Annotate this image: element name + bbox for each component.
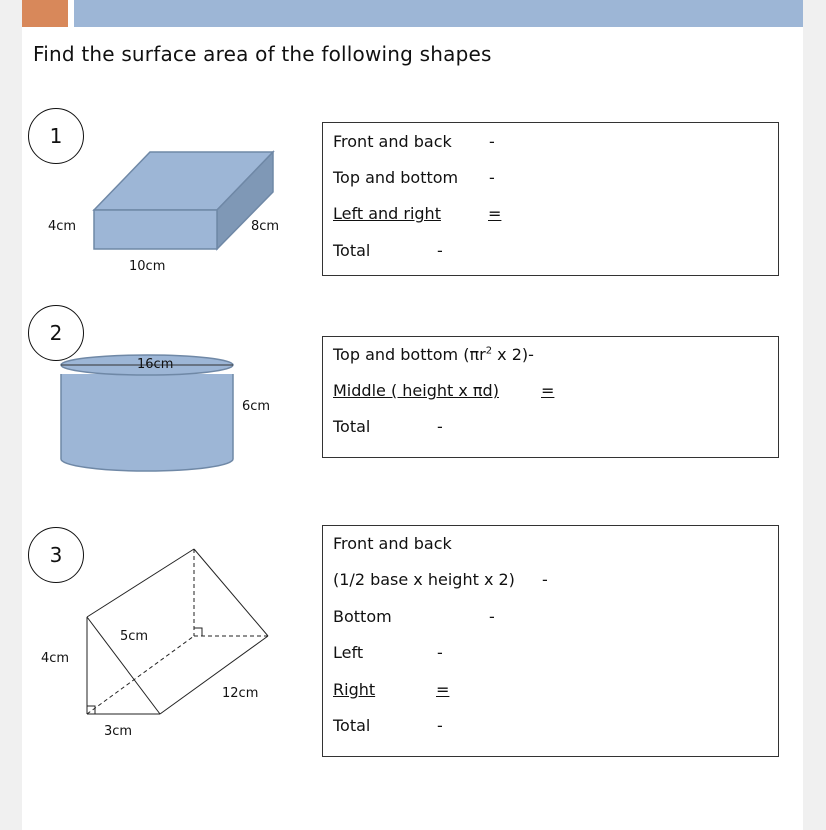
answer-dash: - — [489, 132, 495, 151]
answer-row: Total — [333, 241, 371, 260]
answer-row: Left and right — [333, 204, 441, 223]
superscript: 2 — [485, 345, 493, 357]
answer-dash: - — [437, 241, 443, 260]
answer-dash: - — [437, 417, 443, 436]
page-title: Find the surface area of the following shapes — [33, 42, 492, 66]
answer-dash: - — [437, 716, 443, 735]
cylinder-shape — [61, 355, 233, 471]
answer-row: Top and bottom — [333, 168, 459, 187]
answer-dash: - — [542, 570, 548, 589]
answer-row: (1/2 base x height x 2) — [333, 570, 515, 589]
prism-base-label: 3cm — [104, 724, 133, 739]
answer-dash: = — [488, 204, 502, 223]
answer-row: Front and back — [333, 534, 452, 553]
answer-box-2 — [322, 336, 779, 458]
answer-box-3 — [322, 525, 779, 757]
answer-row: Bottom — [333, 607, 392, 626]
question-number-3: 3 — [28, 527, 84, 583]
answer-dash: - — [489, 168, 495, 187]
answer-row: Middle ( height x πd) — [333, 381, 499, 400]
answer-box-1 — [322, 122, 779, 276]
answer-row: Left — [333, 643, 364, 662]
answer-row: Front and back — [333, 132, 452, 151]
answer-dash: = — [541, 381, 555, 400]
answer-dash: = — [436, 680, 450, 699]
answer-row: Total — [333, 417, 371, 436]
prism-length-label: 12cm — [222, 686, 259, 701]
question-number-1: 1 — [28, 108, 84, 164]
cuboid-height-label: 4cm — [48, 219, 77, 234]
answer-row-after: x 2)- — [492, 345, 534, 364]
cylinder-height-label: 6cm — [242, 399, 271, 414]
prism-height-label: 4cm — [41, 651, 70, 666]
cylinder-diameter-label: 16cm — [137, 357, 174, 372]
answer-dash: - — [489, 607, 495, 626]
answer-row — [333, 345, 534, 364]
cuboid-width-label: 10cm — [129, 259, 166, 274]
cuboid-shape — [94, 152, 273, 249]
answer-dash: - — [437, 643, 443, 662]
prism-slant-label: 5cm — [120, 629, 149, 644]
answer-row: Right — [333, 680, 376, 699]
answer-row: Total — [333, 716, 371, 735]
question-number-2: 2 — [28, 305, 84, 361]
answer-row-text: Top and bottom (πr — [333, 345, 486, 364]
cuboid-depth-label: 8cm — [251, 219, 280, 234]
